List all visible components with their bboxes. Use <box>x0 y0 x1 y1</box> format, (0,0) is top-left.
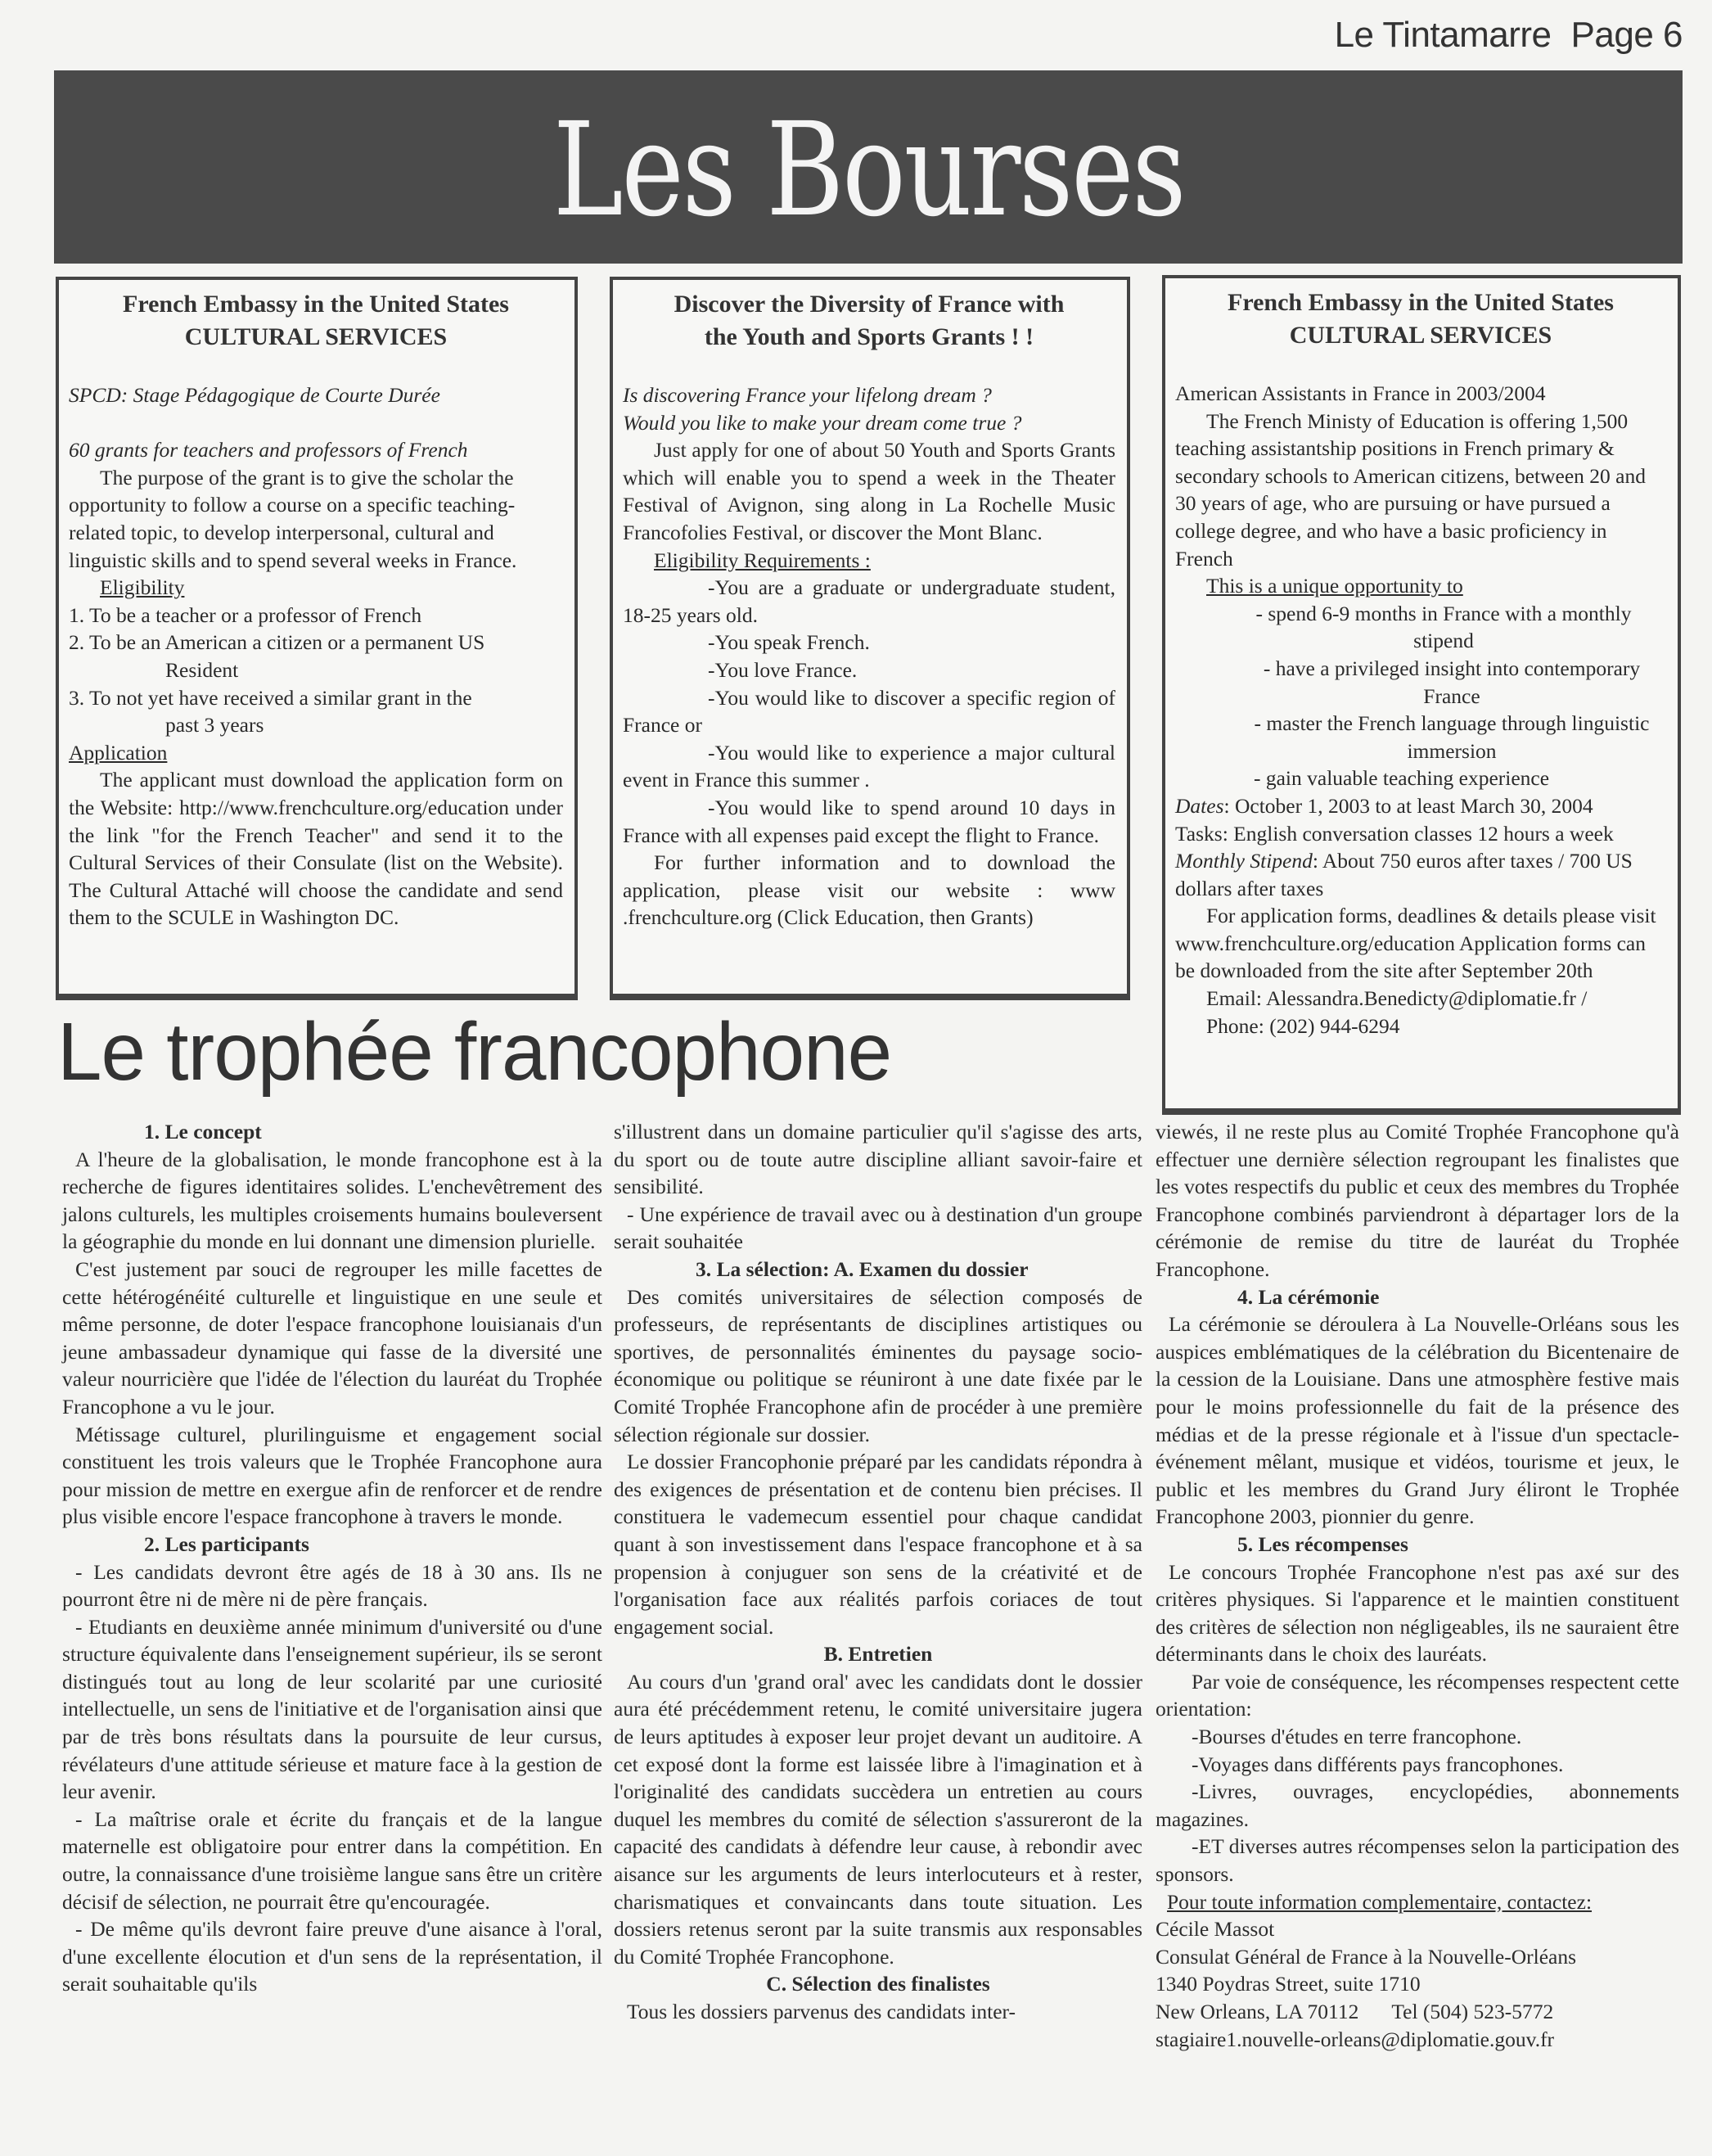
box-heading-line2: CULTURAL SERVICES <box>1289 322 1552 349</box>
opportunity-item: - master the French language through linguistic immersion <box>1254 711 1650 763</box>
eligibility-item-cont: Resident <box>165 657 239 682</box>
dates-label: Dates <box>1175 793 1224 818</box>
paragraph: Le concours Trophée Francophone n'est pas axé sur des critères physiques. Si l'apparence et le maintien constituent des critères de sélection non négligeables, ils ne sauraient être déterminants dans le choix des lauréats. <box>1156 1559 1679 1667</box>
contact-name: Cécile Massot <box>1156 1917 1275 1942</box>
paragraph: - Une expérience de travail avec ou à destination d'un groupe serait souhaitée <box>614 1202 1142 1254</box>
box-heading-line1: French Embassy in the United States <box>123 291 509 318</box>
box-heading-line1: French Embassy in the United States <box>1228 289 1614 316</box>
section-heading: 5. Les récompenses <box>1237 1531 1408 1556</box>
eligibility-item: 2. To be an American a citizen or a permanent US <box>69 630 485 655</box>
section-heading: B. Entretien <box>823 1642 933 1667</box>
article-column-1 <box>62 1118 602 1998</box>
section-banner <box>54 70 1683 264</box>
intro-text: The French Ministy of Education is offering 1,500 teaching assistantship positions in French primary & secondary schools to American citizens, between 20 and 30 years of age, who are pursuing or have pursued a college degree, and who have a basic proficiency in French <box>1175 408 1646 571</box>
requirements-label: Eligibility Requirements : <box>654 548 871 572</box>
eligibility-item: 1. To be a teacher or a professor of French <box>69 602 422 627</box>
grant-box-assistants <box>1162 275 1681 1115</box>
article-title: Le trophée francophone <box>57 1006 892 1098</box>
eligibility-label: Eligibility <box>100 575 185 600</box>
paragraph: - Les candidats devront être agés de 18 à 30 ans. Ils ne pourront être ni de mère ni de père français. <box>62 1559 602 1612</box>
program-name: American Assistants in France in 2003/2004 <box>1175 381 1546 405</box>
reward-item: -ET diverses autres récompenses selon la participation des sponsors. <box>1156 1834 1679 1887</box>
opportunity-label: This is a unique opportunity to <box>1206 574 1463 598</box>
paragraph: viewés, il ne reste plus au Comité Trophée Francophone qu'à effectuer une dernière sélection regroupant les finalistes que les votes respectifs du public et ceux des membres du Trophée Francophone combinés parviendront à départager lors de la cérémonie de remise du titre de lauréat du Trophée Francophone. <box>1156 1120 1679 1281</box>
box-heading-line1: Discover the Diversity of France with <box>674 291 1065 318</box>
reward-item: -Bourses d'études en terre francophone. <box>1192 1725 1522 1749</box>
program-subtitle: 60 grants for teachers and professors of French <box>69 438 468 462</box>
stipend-line <box>1175 847 1666 902</box>
contact-org: Consulat Général de France à la Nouvelle-Orléans <box>1156 1944 1577 1969</box>
box-heading <box>69 288 563 354</box>
section-heading: 4. La cérémonie <box>1237 1284 1380 1309</box>
section-title: Les Bourses <box>552 95 1184 246</box>
article-column-3 <box>1156 1118 1679 2053</box>
article-column-2 <box>614 1118 1142 2026</box>
eligibility-item-cont: past 3 years <box>165 713 264 737</box>
page-header <box>1335 15 1683 56</box>
opportunity-item: - spend 6-9 months in France with a monthly stipend <box>1255 601 1632 653</box>
contact-city: New Orleans, LA 70112 <box>1156 2000 1359 2023</box>
paragraph: Tous les dossiers parvenus des candidats inter- <box>627 2000 1016 2023</box>
requirement-item: -You speak French. <box>708 630 870 655</box>
requirement-item: -You would like to experience a major cultural event in France this summer . <box>623 740 1115 792</box>
program-name: SPCD: Stage Pédagogique de Courte Durée <box>69 383 440 407</box>
box-heading <box>1175 286 1666 352</box>
stipend-label: Monthly Stipend <box>1175 849 1313 873</box>
reward-item: -Voyages dans différents pays francophones. <box>1192 1752 1564 1776</box>
paragraph: Métissage culturel, plurilinguisme et engagement social constituent les trois valeurs que le Trophée Francophone aura pour mission de mettre en exergue afin de renforcer et de rendre plus visible encore l'espace francophone à travers le monde. <box>62 1422 602 1529</box>
requirement-item: -You love France. <box>708 657 858 682</box>
opportunity-item: - gain valuable teaching experience <box>1254 766 1550 791</box>
intro-text: Just apply for one of about 50 Youth and Sports Grants which will enable you to spend a week in the Theater Festival of Avignon, sing along in La Rochelle Music Francofolies Festival, or discover the Mont Blanc. <box>623 438 1115 544</box>
contact-phone: Phone: (202) 944-6294 <box>1206 1013 1400 1038</box>
grant-box-youth-sports <box>610 277 1130 1000</box>
publication-name: Le Tintamarre <box>1334 15 1552 55</box>
stipend-value: : About 750 euros after taxes / 700 US dollars after taxes <box>1175 849 1633 900</box>
box-heading-line2: CULTURAL SERVICES <box>184 323 448 350</box>
grant-box-spcd <box>56 277 578 1000</box>
paragraph: A l'heure de la globalisation, le monde francophone est à la recherche de figures identitaires solides. L'enchevêtrement des jalons culturels, les multiples croisements humains bouleversent la géographie du monde en lui donnant une dimension plurielle. <box>62 1147 602 1254</box>
contact-email[interactable]: stagiaire1.nouvelle-orleans@diplomatie.gouv.fr <box>1156 2027 1555 2051</box>
dates-value: : October 1, 2003 to at least March 30, 2004 <box>1223 793 1593 818</box>
paragraph: - Etudiants en deuxième année minimum d'université ou d'une structure équivalente dans l'enseignement supérieur, ils se seront distingués tout au long de leur scolarité par une curiosité intellectuelle, un sens de l'initiative et de l'organisation ainsi que par de très bons résultats dans la poursuite de leur cursus, révélateurs d'une attitude sérieuse et mature face à la gestion de leur avenir. <box>62 1614 602 1804</box>
section-heading: C. Sélection des finalistes <box>766 1972 990 1996</box>
box-heading <box>623 288 1115 354</box>
contact-address: 1340 Poydras Street, suite 1710 <box>1156 1972 1421 1996</box>
contact-email[interactable]: Email: Alessandra.Benedicty@diplomatie.fr / <box>1206 986 1588 1011</box>
question: Is discovering France your lifelong dream ? <box>623 383 992 407</box>
paragraph: Le dossier Francophonie préparé par les candidats répondra à des exigences de présentation et de contenu bien précises. Il constituera le vademecum essentiel pour chaque candidat quant à son investissement dans l'espace francophone et à sa propension à conjuguer son sens de la créativité et de l'organisation face aux réalités parfois coriaces de tout engagement social. <box>614 1450 1142 1639</box>
paragraph: Des comités universitaires de sélection composés de professeurs, de représentants de disciplines artistiques ou sportives, de personnalités éminentes du paysage socio-économique ou politique se réuniront à une date fixée par le Comité Trophée Francophone afin de procéder à une première sélection régionale sur dossier. <box>614 1284 1142 1446</box>
contact-tel: Tel (504) 523-5772 <box>1391 2000 1554 2023</box>
section-heading: 3. La sélection: A. Examen du dossier <box>696 1256 1029 1281</box>
paragraph: s'illustrent dans un domaine particulier qu'il s'agisse des arts, du sport ou de toute autre discipline alliant savoir-faire et sensibilité. <box>614 1120 1142 1199</box>
eligibility-item: 3. To not yet have received a similar grant in the <box>69 685 472 710</box>
paragraph: La cérémonie se déroulera à La Nouvelle-Orléans sous les auspices emblématiques de la célébration du Bicentenaire de la cession de la Louisiane. Dans une atmosphère festive mais pour le moins professionnelle du fait de la présence des médias et de la presse régionale et à l'issue d'un spectacle-événement mêlant, musique et vidéos, tourisme et jeux, le public et les membres du Grand Jury éliront le Trophée Francophone 2003, pionnier du genre. <box>1156 1312 1679 1529</box>
requirement-item: -You are a graduate or undergraduate student, 18-25 years old. <box>623 575 1115 627</box>
opportunity-item: - have a privileged insight into contemporary France <box>1263 656 1641 708</box>
contact-label: Pour toute information complementaire, contactez: <box>1167 1889 1593 1914</box>
section-heading: 2. Les participants <box>144 1531 309 1556</box>
paragraph: C'est justement par souci de regrouper les mille facettes de cette hétérogénéité culturelle et linguistique en une seule et même personne, de doter l'espace francophone louisianais d'un jeune ambassadeur dynamique qui fasse de la diversité une valeur nourricière que l'idée de l'élection du lauréat du Trophée Francophone a vu le jour. <box>62 1256 602 1419</box>
more-info-text: For further information and to download the application, please visit our website : www .frenchculture.org (Click Education, then Grants) <box>623 850 1115 930</box>
reward-item: -Livres, ouvrages, encyclopédies, abonnements magazines. <box>1156 1779 1679 1831</box>
purpose-text: The purpose of the grant is to give the scholar the opportunity to follow a course on a specific teaching-related topic, to develop interpersonal, cultural and linguistic skills and to spend several weeks in France. <box>69 465 517 572</box>
tasks-line: Tasks: English conversation classes 12 hours a week <box>1175 821 1614 846</box>
paragraph: Au cours d'un 'grand oral' avec les candidats dont le dossier aura été précédemment retenu, le comité universitaire jugera de leurs aptitudes à exposer leur projet devant un auditoire. A cet exposé dont la forme est laissée libre à l'imagination et à l'originalité des candidats succèdera un entretien au cours duquel les membres du comité de sélection s'assureront de la capacité des candidats à défendre leur cause, à rebondir avec aisance sur les arguments de leurs interlocuteurs et à rester, charismatiques et convaincants dans toute situation. Les dossiers retenus seront par la suite transmis aux responsables du Comité Trophée Francophone. <box>614 1669 1142 1969</box>
application-label: Application <box>69 740 168 765</box>
application-text: The applicant must download the application form on the Website: http://www.frenchculture.org/education under the link "for the French Teacher" and send it to the Cultural Services of their Consulate (list on the Website). The Cultural Attaché will choose the candidate and send them to the SCULE in Washington DC. <box>69 768 563 930</box>
requirement-item: -You would like to discover a specific region of France or <box>623 685 1115 737</box>
question: Would you like to make your dream come true ? <box>623 410 1022 435</box>
paragraph: - La maîtrise orale et écrite du français et de la langue maternelle est obligatoire pour entrer dans la compétition. En outre, la connaissance d'une troisième langue sans être un critère décisif de sélection, ne pourrait être qu'encouragée. <box>62 1806 602 1914</box>
dates-line <box>1175 792 1666 820</box>
page-number: Page 6 <box>1570 15 1683 55</box>
section-heading: 1. Le concept <box>144 1120 262 1143</box>
forms-info: For application forms, deadlines & details please visit www.frenchculture.org/education Application forms can be downloaded from the site after September 20th <box>1175 904 1656 983</box>
contact-city-line <box>1156 1998 1679 2026</box>
paragraph: Par voie de conséquence, les récompenses respectent cette orientation: <box>1156 1669 1679 1721</box>
paragraph: - De même qu'ils devront faire preuve d'une aisance à l'oral, d'une excellente élocution et d'un sens de la représentation, il serait souhaitable qu'ils <box>62 1917 602 1996</box>
contact-block <box>1156 1888 1679 2054</box>
box-heading-line2: the Youth and Sports Grants ! ! <box>704 323 1034 350</box>
requirement-item: -You would like to spend around 10 days in France with all expenses paid except the flight to France. <box>623 795 1115 847</box>
